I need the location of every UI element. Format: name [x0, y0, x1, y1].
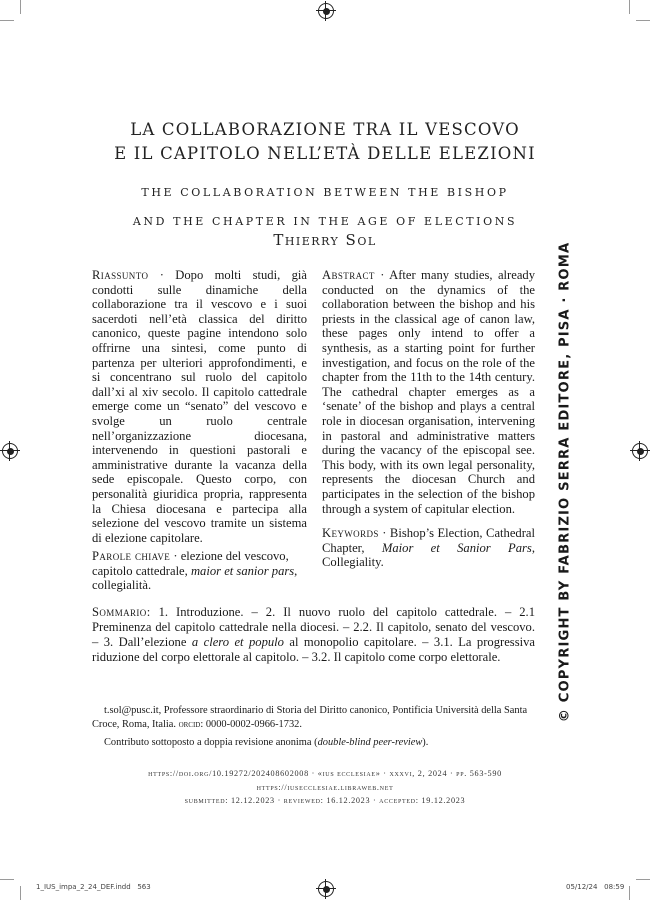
- registration-mark-icon: [318, 3, 334, 19]
- author-name: Thierry Sol: [273, 231, 377, 249]
- sommario-text: 1. Introduzione. – 2. Il nuovo ruolo del capitolo cattedrale. – 2.1 Preminenza del capitolo cattedrale nella diocesi. – 2.2. Il capitolo, senato del vescovo. – 3. Dall’elezione: [92, 605, 535, 649]
- riassunto-paragraph: [92, 268, 307, 545]
- orcid-value: : 0000-0002-0966-1732.: [200, 718, 302, 730]
- sommario-italic: a clero et populo: [191, 635, 284, 649]
- keywords-label: Keywords: [322, 526, 379, 541]
- keywords-text: Bishop’s Election, Cathedral Chapter,: [322, 526, 535, 555]
- parole-chiave-paragraph: [92, 549, 307, 593]
- author-affiliation-note: [92, 704, 535, 731]
- title-line: E IL CAPITOLO NELL’ETÀ DELLE ELEZIONI: [114, 144, 536, 163]
- keywords-paragraph: [322, 526, 535, 570]
- abstract-paragraph: [322, 268, 535, 516]
- parole-chiave-text-end: , collegialità.: [92, 563, 298, 593]
- sommario-text-end: al monopolio capitolare. – 3.1. La progressiva riduzione del corpo elettorale al capitolo. – 3.2. Il capitolo come corpo elettorale.: [92, 635, 535, 664]
- journal-url: https://iusecclesiae.libraweb.net: [256, 782, 394, 792]
- registration-mark-icon: [632, 443, 648, 459]
- crop-mark: [0, 879, 14, 880]
- crop-mark: [629, 0, 630, 14]
- registration-mark-icon: [318, 881, 334, 897]
- file-slug: 1_IUS_impa_2_24_DEF.indd 563: [36, 883, 151, 891]
- copyright-notice: © COPYRIGHT BY FABRIZIO SERRA EDITORE, PISA · ROMA: [557, 241, 573, 723]
- crop-mark: [20, 886, 21, 900]
- doi-line: https://doi.org/10.19272/202408602008 · «ius ecclesiae» · xxxvi, 2, 2024 · pp. 563-590: [148, 769, 502, 778]
- article-title-italian: [0, 118, 650, 166]
- registration-mark-icon: [2, 443, 18, 459]
- abstract-column: [322, 268, 535, 570]
- parole-chiave-label: Parole chiave: [92, 549, 171, 564]
- separator: ·: [148, 268, 176, 282]
- riassunto-label: Riassunto: [92, 268, 149, 282]
- abstract-text: After many studies, already conducted on the dynamics of the collaboration between the bishop and his priests in the classical age of canon law, these pages only intend to offer a synthesis, as a starting point for further investigation, and focus on the role of the chapter from the 11th to the 14th century. The cathedral chapter emerges as a ‘senate’ of the bishop and plays a central role in diocesan organisation, intervening in pastoral and administrative matters during the vacancy of the episcopal see. This body, with its own legal personality, represents the diocesan Church and participates in the selection of the bishop through a system of capitular election.: [322, 268, 535, 516]
- separator: ·: [170, 549, 181, 564]
- peer-review-text: Contributo sottoposto a doppia revisione anonima (: [104, 737, 318, 748]
- title-line: LA COLLABORAZIONE TRA IL VESCOVO: [130, 120, 520, 139]
- title-line: AND THE CHAPTER IN THE AGE OF ELECTIONS: [132, 215, 518, 228]
- peer-review-note: [92, 736, 535, 750]
- publication-footer: [0, 767, 650, 808]
- sommario-paragraph: [92, 605, 535, 665]
- keywords-text-end: , Collegiality.: [322, 540, 535, 570]
- riassunto-text: Dopo molti studi, già condotti sulle dinamiche della collaborazione tra il vescovo e i suoi sacerdoti nell’età classica del diritto canonico, queste pagine intendono solo offrirne una sintesi, come punto di partenza per ulteriori approfondimenti, e si concentrano sul ruolo del capitolo dall’xi al xiv secolo. Il capitolo cattedrale emerge come un “senato” del vescovo e svolge un ruolo centrale nell’organizzazione diocesana, intervenendo in questioni pastorali e amministrative durante la vacanza della sede episcopale. Questo corpo, con personalità giuridica propria, rappresenta la Chiesa diocesana e partecipa alla selezione del vescovo tramite un sistema di elezione capitolare.: [92, 268, 307, 545]
- peer-review-text-end: ).: [422, 737, 429, 748]
- crop-mark: [629, 886, 630, 900]
- parole-chiave-text: elezione del vescovo, capitolo cattedrale,: [92, 549, 289, 578]
- title-line: THE COLLABORATION BETWEEN THE BISHOP: [141, 186, 509, 199]
- author-notes: [92, 704, 535, 750]
- parole-chiave-italic: maior et sanior pars: [190, 563, 295, 578]
- keywords-italic: Maior et Sanior Pars: [381, 540, 532, 555]
- crop-mark: [0, 20, 14, 21]
- crop-mark: [636, 20, 650, 21]
- submission-dates: submitted: 12.12.2023 · reviewed: 16.12.2023 · accepted: 19.12.2023: [184, 796, 466, 805]
- article-title-english: [0, 178, 650, 236]
- crop-mark: [20, 0, 21, 14]
- copyright-strip: [552, 241, 578, 723]
- abstract-label: Abstract: [322, 268, 375, 282]
- orcid-label: orcid: [178, 718, 201, 730]
- riassunto-column: [92, 268, 307, 593]
- affiliation-text: t.sol@pusc.it, Professore straordinario di Storia del Diritto canonico, Pontificia Università della Santa Croce, Roma, Italia.: [92, 705, 528, 730]
- separator: ·: [374, 268, 390, 282]
- date-slug: 05/12/24 08:59: [566, 883, 625, 891]
- crop-mark: [636, 879, 650, 880]
- peer-review-italic: double-blind peer-review: [317, 737, 423, 748]
- sommario-label: Sommario:: [92, 605, 151, 619]
- separator: ·: [378, 526, 390, 541]
